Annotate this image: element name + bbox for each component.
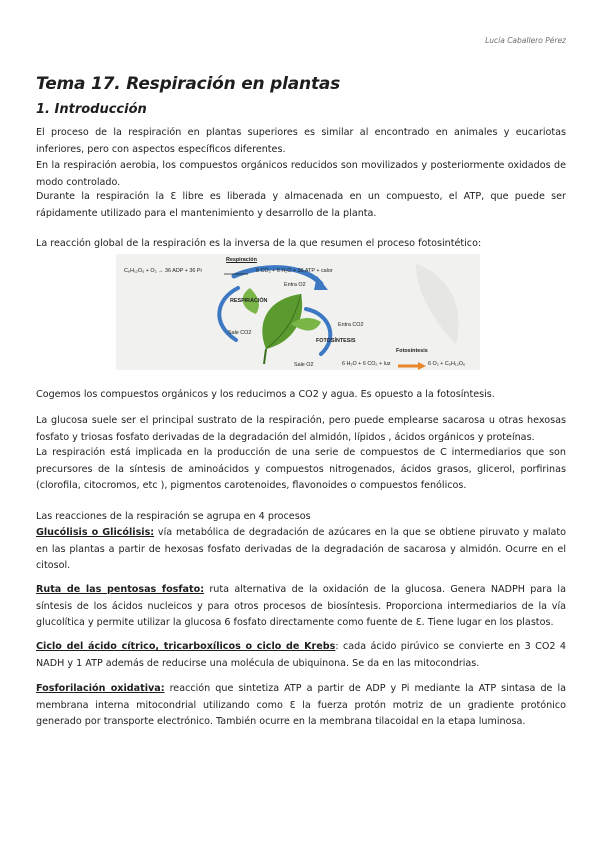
process-oxidative-phosphorylation: [36, 681, 566, 731]
entra-co2-label: Entra CO2: [338, 322, 364, 328]
process-term: Fosforilación oxidativa:: [36, 683, 165, 694]
watermark-leaf: [416, 264, 459, 344]
paragraph-atp: Durante la respiración la Ɛ libre es liberada y almacenada en un compuesto, el ATP, que puede ser rápidamente utilizado para el mantenimiento y desarrollo de la planta.: [36, 191, 566, 219]
orange-arrow-head: [418, 362, 426, 370]
process-term: Ciclo del ácido cítrico, tricarboxílicos o ciclo de Krebs: [36, 641, 336, 652]
entra-o2-label: Entra O2: [284, 282, 306, 288]
respiration-photosynthesis-figure: [116, 254, 480, 370]
paragraph-global-reaction: La reacción global de la respiración es la inversa de la que resumen el proceso fotosintético:: [36, 238, 482, 249]
paragraph-aerobic: En la respiración aerobia, los compuestos orgánicos reducidos son movilizados y posteriormente oxidados de modo controlado.: [36, 160, 566, 188]
process-krebs: [36, 639, 566, 672]
paragraph-intermediates: La respiración está implicada en la producción de una serie de compuestos de C intermediarios que son precursores de la síntesis de aminoácidos y compuestos nitrogenados, ácidos grasos, glicerol, porfirinas (clorofila, citocromos, etc ), pigmentos carotenoides, flavonoides o compuestos fenólicos.: [36, 447, 566, 491]
foto-reactants: 6 H₂O + 6 CO₂ + luz: [342, 361, 391, 367]
paragraph-intro: El proceso de la respiración en plantas superiores es similar al encontrado en animales y eucariotas inferiores, pero con aspectos específicos diferentes.: [36, 127, 566, 155]
process-description: ruta alternativa de la oxidación de la glucosa. Genera NADPH para la síntesis de los ácidos nucleicos y para otros procesos de biosíntesis. Proporciona intermediarios de la vía glucolítica y permite utilizar la glucosa 6 fosfato directamente como fuente de Ɛ. Tiene lugar en los plastos.: [36, 584, 566, 628]
resp-title: Respiración: [226, 257, 257, 263]
respiracion-label: RESPIRACIÓN: [230, 298, 268, 304]
page-title: Tema 17. Respiración en plantas: [36, 74, 341, 94]
leaf-stem: [264, 349, 266, 364]
process-glycolysis: [36, 525, 566, 575]
author-name: Lucía Caballero Pérez: [485, 36, 566, 45]
foto-title: Fotosíntesis: [396, 348, 428, 354]
process-term: Ruta de las pentosas fosfato:: [36, 584, 205, 595]
paragraph-substrates: La glucosa suele ser el principal sustrato de la respiración, pero puede emplearse sacarosa u otras hexosas fosfato y triosas fosfato derivadas de la degradación del almidón, lípidos , ácidos orgánicos y proteínas.: [36, 415, 566, 443]
paragraph-summary: Cogemos los compuestos orgánicos y los reducimos a CO2 y agua. Es opuesto a la fotosíntesis.: [36, 389, 495, 400]
process-description: vía metabólica de degradación de azúcares en la que se obtiene piruvato y malato en las plantas a partir de hexosas fosfato derivadas de la degradación de sacarosa y almidón. Ocurre en el citosol.: [36, 527, 566, 571]
process-description: reacción que sintetiza ATP a partir de ADP y Pi mediante la ATP sintasa de la membrana interna mitocondrial utilizando como Ɛ la fuerza protón motriz de un gradiente protónico generado por transporte electrónico. También ocurre en la membrana tilacoidal en la etapa luminosa.: [36, 683, 566, 727]
sale-o2-label: Sale O2: [294, 362, 314, 368]
resp-equation: C₆H₁₂O₆ + O₂ → 36 ADP + 36 Pi: [124, 268, 202, 274]
paragraph-processes-intro: Las reacciones de la respiración se agrupa en 4 procesos: [36, 511, 311, 522]
process-description: : cada ácido pirúvico se convierte en 3 CO2 4 NADH y 1 ATP además de reducirse una molécula de ubiquinona. Se da en las mitocondrias.: [36, 641, 566, 669]
blue-arrow-right: [306, 309, 330, 354]
process-pentose-phosphate: [36, 582, 566, 632]
foto-products: 6 O₂ + C₆H₁₂O₆: [428, 361, 466, 367]
process-term: Glucólisis o Glicólisis:: [36, 527, 155, 538]
resp-products: 6 CO₂ + 6 H₂O + 36 ATP + calor: [256, 268, 333, 274]
section-heading: 1. Introducción: [36, 102, 147, 117]
fotosintesis-label: FOTOSÍNTESIS: [316, 338, 356, 344]
sale-co2-label: Sale CO2: [228, 330, 252, 336]
